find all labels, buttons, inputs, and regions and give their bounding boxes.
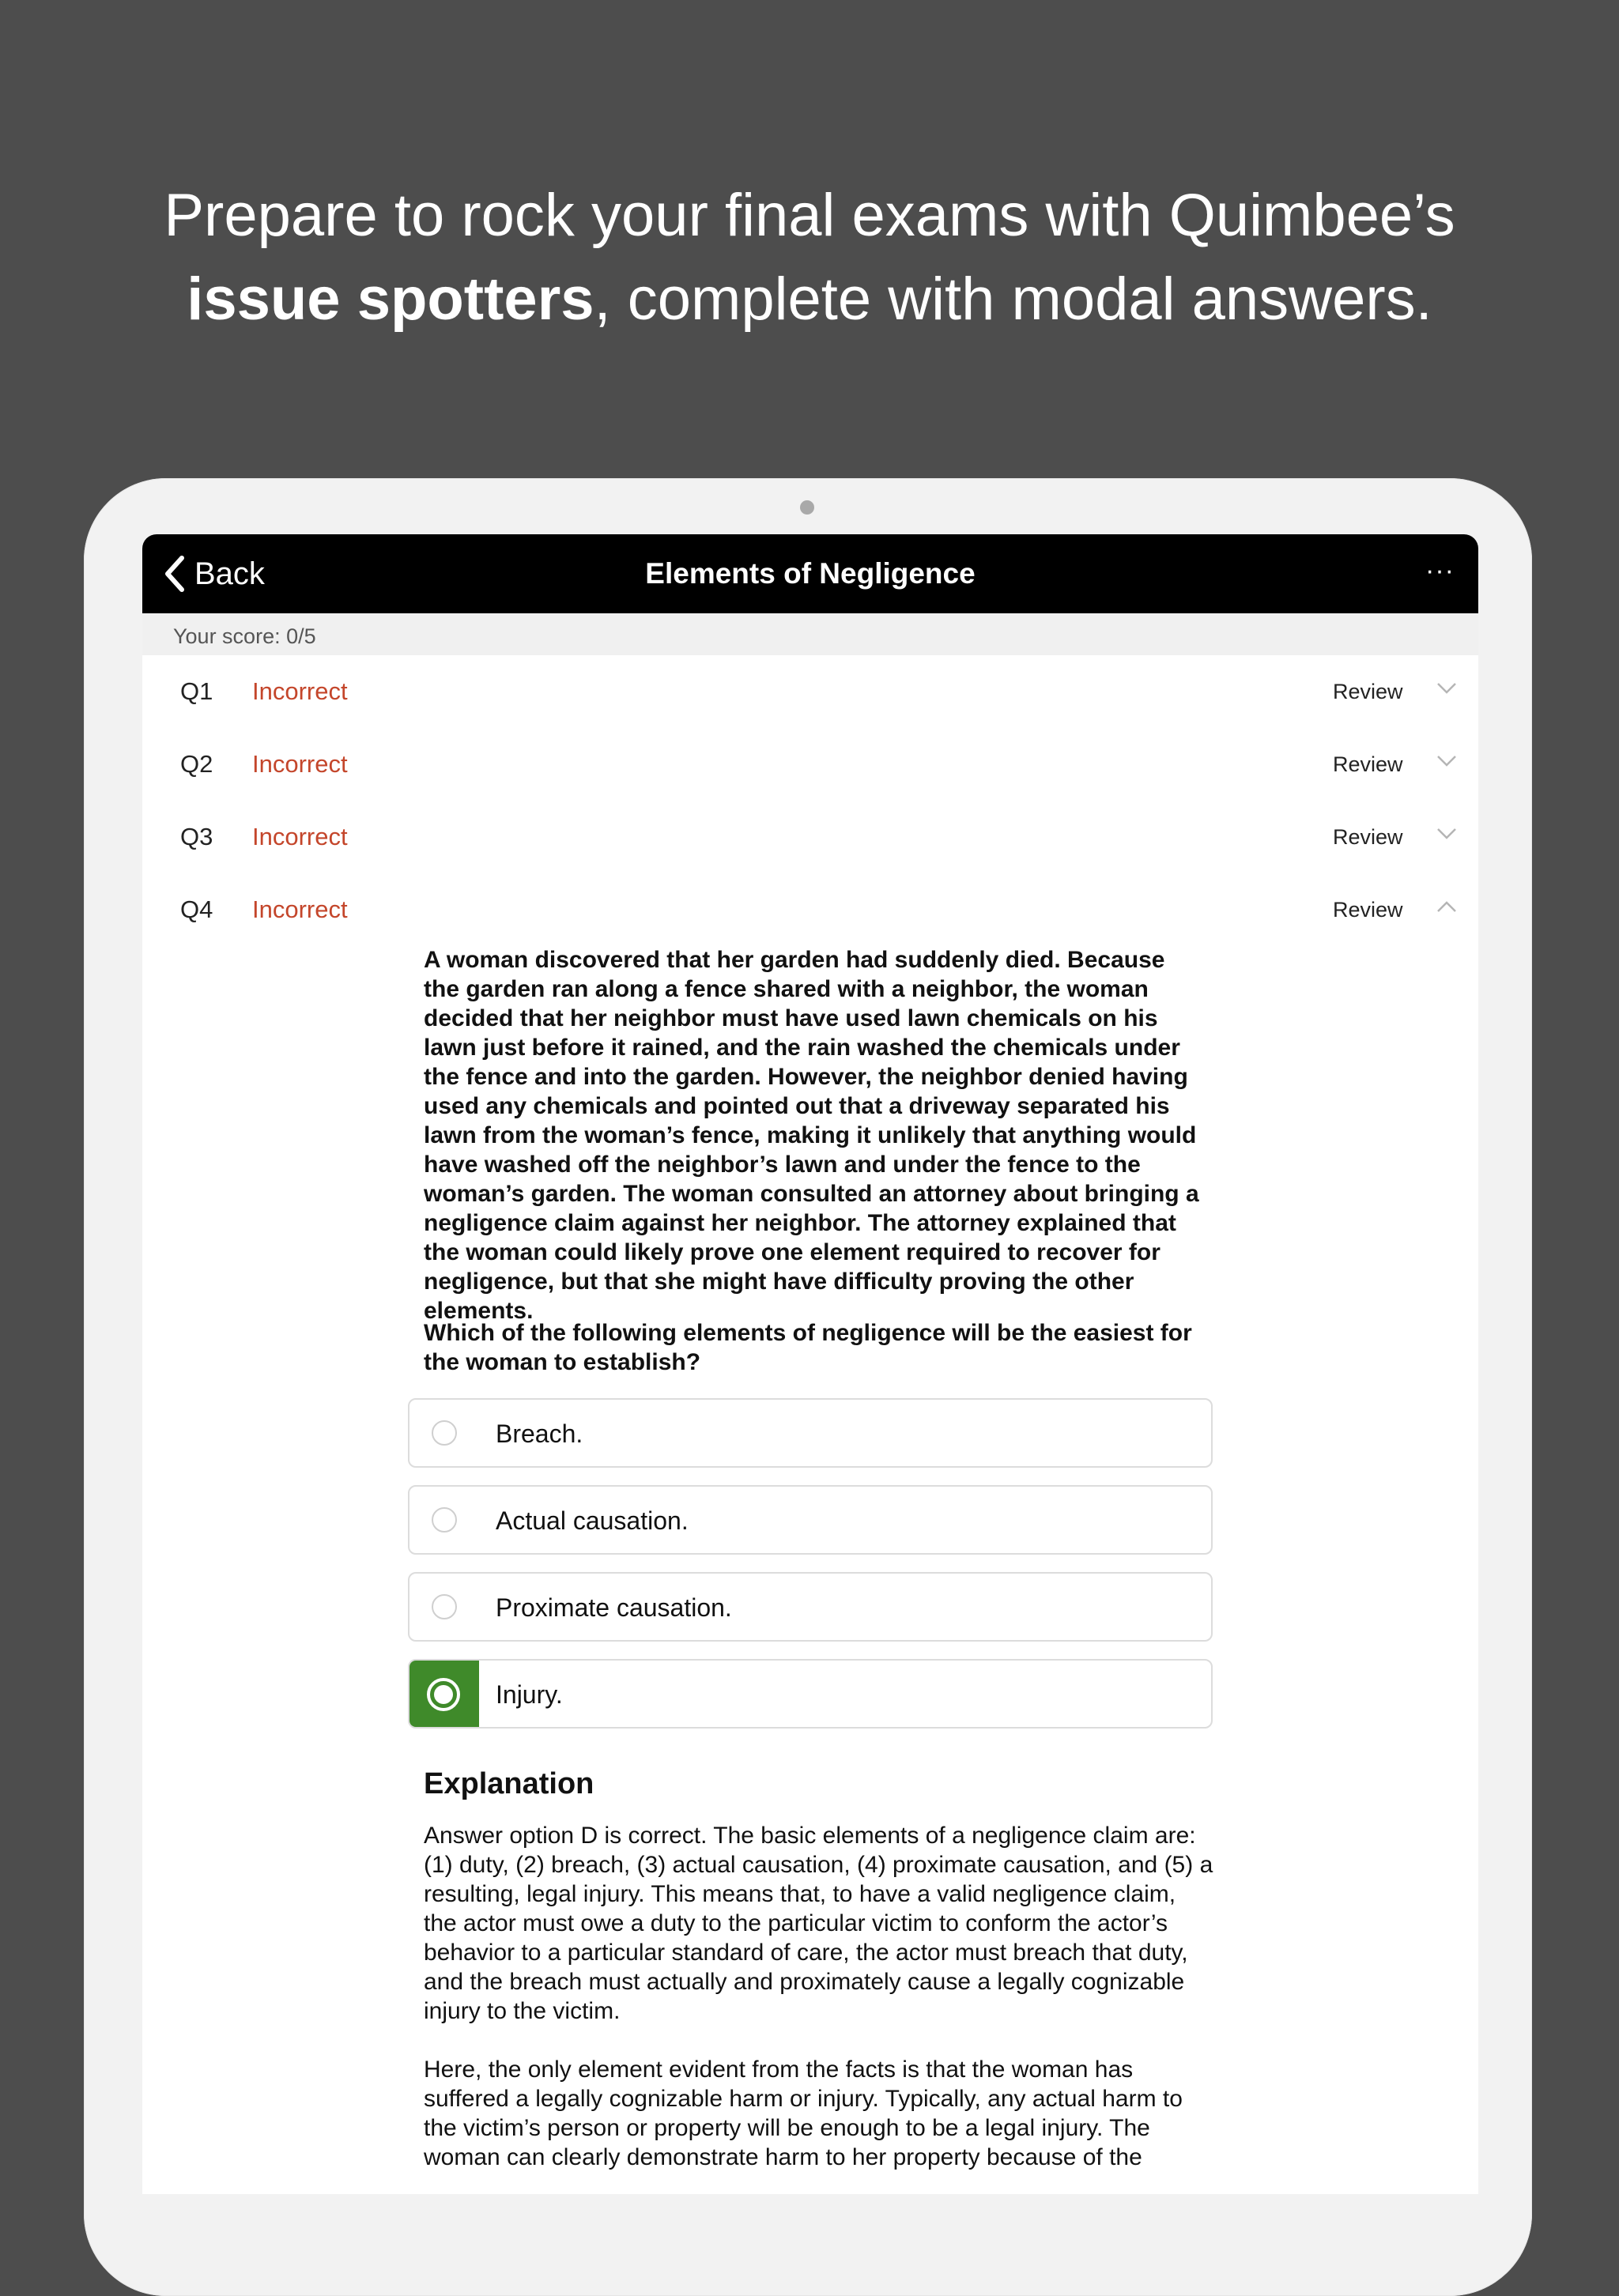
question-row-q3[interactable] — [142, 801, 1478, 875]
review-link[interactable]: Review — [1333, 752, 1403, 776]
question-status: Incorrect — [252, 823, 348, 850]
question-number: Q3 — [180, 823, 213, 850]
question-row-q4[interactable] — [142, 873, 1478, 946]
explanation-heading: Explanation — [424, 1767, 594, 1800]
option-label: Injury. — [496, 1680, 563, 1709]
chevron-down-icon[interactable] — [1436, 828, 1457, 840]
question-number: Q2 — [180, 750, 213, 778]
answer-option-c[interactable] — [408, 1572, 1213, 1642]
question-row-q1[interactable] — [142, 655, 1478, 730]
radio-button-selected[interactable] — [427, 1678, 460, 1711]
explanation-paragraph-2: Here, the only element evident from the facts is that the woman has suffered a legally cognizable harm or injury. Typically, any actual harm to the victim’s person or property will be enough to be a legal injury. The woman can clearly demonstrate harm to her property because of the — [424, 2057, 1183, 2170]
app-screen — [142, 534, 1478, 2194]
review-link[interactable]: Review — [1333, 680, 1403, 703]
promo-bold-phrase: issue spotters — [187, 266, 594, 333]
question-status: Incorrect — [252, 677, 348, 705]
review-link[interactable]: Review — [1333, 825, 1403, 849]
chevron-up-icon[interactable] — [1436, 900, 1457, 913]
answer-option-d[interactable] — [408, 1659, 1213, 1729]
promo-headline — [0, 174, 1619, 341]
promo-line-2 — [0, 258, 1619, 341]
explanation-paragraph-1: Answer option D is correct. The basic elements of a negligence claim are: (1) duty, (2) breach, (3) actual causation, (4) proximate causation, and (5) a resulting, legal injury. This means that, to have a valid negligence claim, the actor must owe a duty to the particular victim to conform the actor’s behavior to a particular standard of care, the actor must breach that duty, and the breach must actually and proximately cause a legally cognizable injury to the victim. — [424, 1823, 1213, 2024]
answer-option-b[interactable] — [408, 1485, 1213, 1555]
navigation-bar — [142, 534, 1478, 613]
promo-line-1: Prepare to rock your final exams with Quimbee’s — [164, 182, 1455, 249]
page-title: Elements of Negligence — [645, 557, 976, 590]
question-text: A woman discovered that her garden had suddenly died. Because the garden ran along a fence shared with a neighbor, the woman decided that her neighbor must have used lawn chemicals on his lawn just before it rained, and the rain washed the chemicals under the fence and into the garden. However, the neighbor denied having used any chemicals and pointed out that a driveway separated his lawn from the woman’s fence, making it unlikely that anything would have washed off the neighbor’s lawn and under the fence to the woman’s garden. The woman consulted an attorney about bringing a negligence claim against her neighbor. The attorney explained that the woman could likely prove one element required to recover for negligence, but that she might have difficulty proving the other elements. — [424, 947, 1199, 1324]
more-options-icon[interactable]: ··· — [1425, 556, 1455, 586]
question-prompt: Which of the following elements of negligence will be the easiest for the woman to establish? — [424, 1320, 1192, 1375]
radio-button[interactable] — [432, 1594, 457, 1619]
score-text: Your score: 0/5 — [142, 613, 1478, 655]
review-link[interactable]: Review — [1333, 898, 1403, 922]
question-number: Q4 — [180, 895, 213, 923]
option-label: Proximate causation. — [496, 1593, 732, 1622]
chevron-down-icon[interactable] — [1436, 755, 1457, 767]
question-status: Incorrect — [252, 750, 348, 778]
option-label: Actual causation. — [496, 1506, 689, 1535]
promo-line-2-rest: , complete with modal answers. — [594, 266, 1432, 333]
question-row-q2[interactable] — [142, 728, 1478, 802]
answer-option-a[interactable] — [408, 1398, 1213, 1468]
chevron-down-icon[interactable] — [1436, 682, 1457, 695]
option-label: Breach. — [496, 1419, 583, 1448]
camera-dot — [800, 500, 814, 515]
question-status: Incorrect — [252, 895, 348, 923]
question-number: Q1 — [180, 677, 213, 705]
radio-button[interactable] — [432, 1507, 457, 1533]
radio-button[interactable] — [432, 1420, 457, 1446]
back-label: Back — [194, 556, 265, 591]
